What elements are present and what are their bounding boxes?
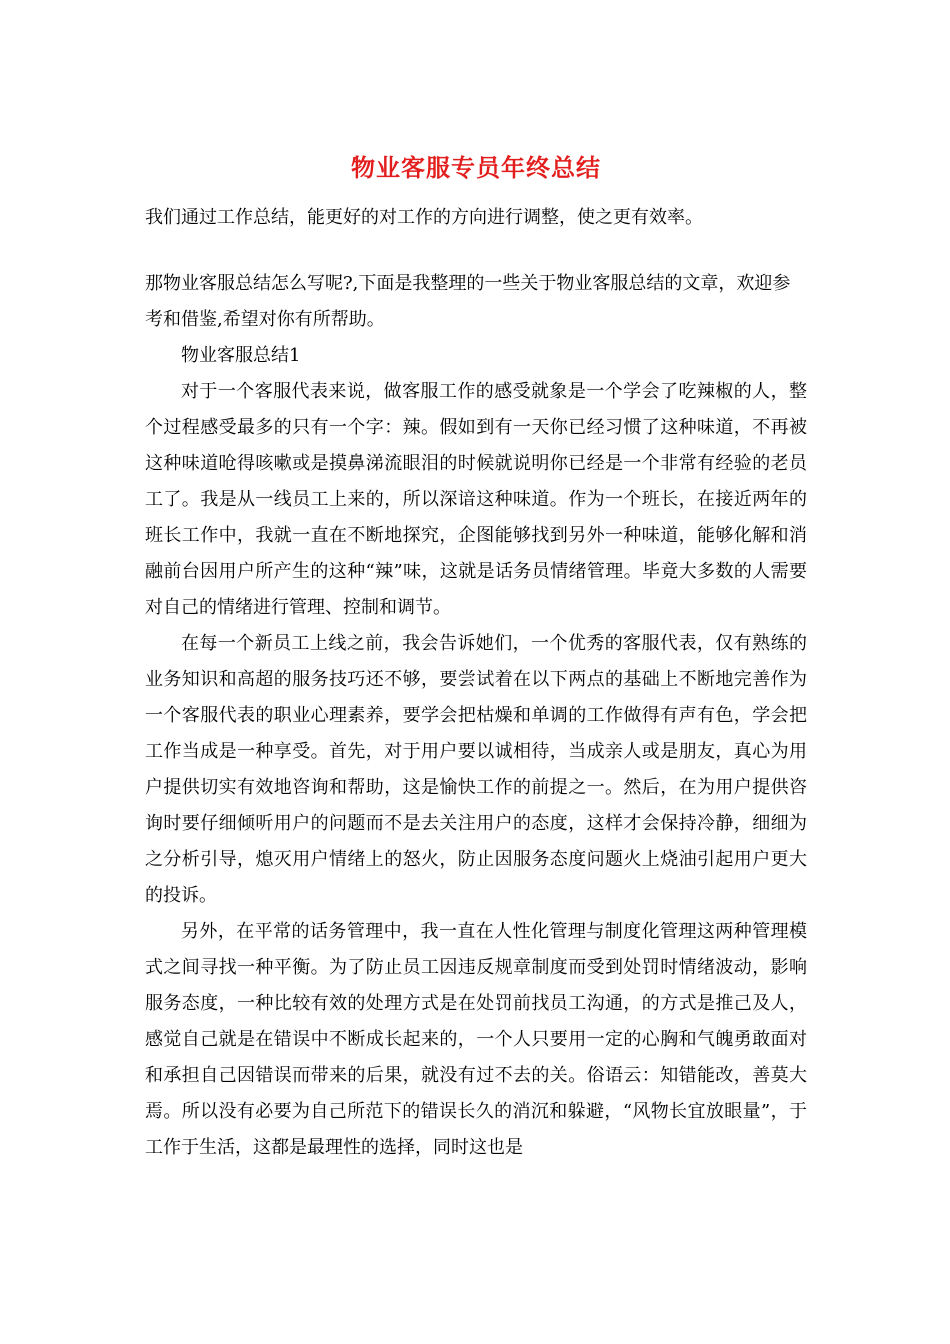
document-body bbox=[145, 150, 807, 1166]
body-paragraph-3: 另外，在平常的话务管理中，我一直在人性化管理与制度化管理这两种管理模式之间寻找一种平衡。为了防止员工因违反规章制度而受到处罚时情绪波动，影响服务态度，一种比较有效的处理方式是在处罚前找员工沟通，的方式是推己及人，感觉自己就是在错误中不断成长起来的，一个人只要用一定的心胸和气魄勇敢面对和承担自己因错误而带来的后果，就没有过不去的关。俗语云：知错能改，善莫大焉。所以没有必要为自己所范下的错误长久的消沉和躲避，“风物长宜放眼量”，于工作于生活，这都是最理性的选择，同时这也是 bbox=[145, 921, 807, 1158]
body-paragraph-1: 对于一个客服代表来说，做客服工作的感受就象是一个学会了吃辣椒的人，整个过程感受最多的只有一个字：辣。假如到有一天你已经习惯了这种味道，不再被这种味道呛得咳嗽或是摸鼻涕流眼泪的时候就说明你已经是一个非常有经验的老员工了。我是从一线员工上来的，所以深谙这种味道。作为一个班长，在接近两年的班长工作中，我就一直在不断地探究，企图能够找到另外一种味道，能够化解和消融前台因用户所产生的这种“辣”味，这就是话务员情绪管理。毕竟大多数的人需要对自己的情绪进行管理、控制和调节。 bbox=[145, 381, 807, 618]
body-paragraph-2: 在每一个新员工上线之前，我会告诉她们，一个优秀的客服代表，仅有熟练的业务知识和高超的服务技巧还不够，要尝试着在以下两点的基础上不断地完善作为一个客服代表的职业心理素养，要学会把枯燥和单调的工作做得有声有色，学会把工作当成是一种享受。首先，对于用户要以诚相待，当成亲人或是朋友，真心为用户提供切实有效地咨询和帮助，这是愉快工作的前提之一。然后，在为用户提供咨询时要仔细倾听用户的问题而不是去关注用户的态度，这样才会保持冷静，细细为之分析引导，熄灭用户情绪上的怒火，防止因服务态度问题火上烧油引起用户更大的投诉。 bbox=[145, 633, 807, 906]
intro-paragraph: 我们通过工作总结，能更好的对工作的方向进行调整，使之更有效率。 bbox=[145, 207, 703, 228]
document-title: 物业客服专员年终总结 bbox=[351, 153, 601, 182]
lead-paragraph: 那物业客服总结怎么写呢?,下面是我整理的一些关于物业客服总结的文章，欢迎参考和借鉴,希望对你有所帮助。 bbox=[145, 273, 791, 330]
section-heading: 物业客服总结1 bbox=[181, 345, 301, 366]
